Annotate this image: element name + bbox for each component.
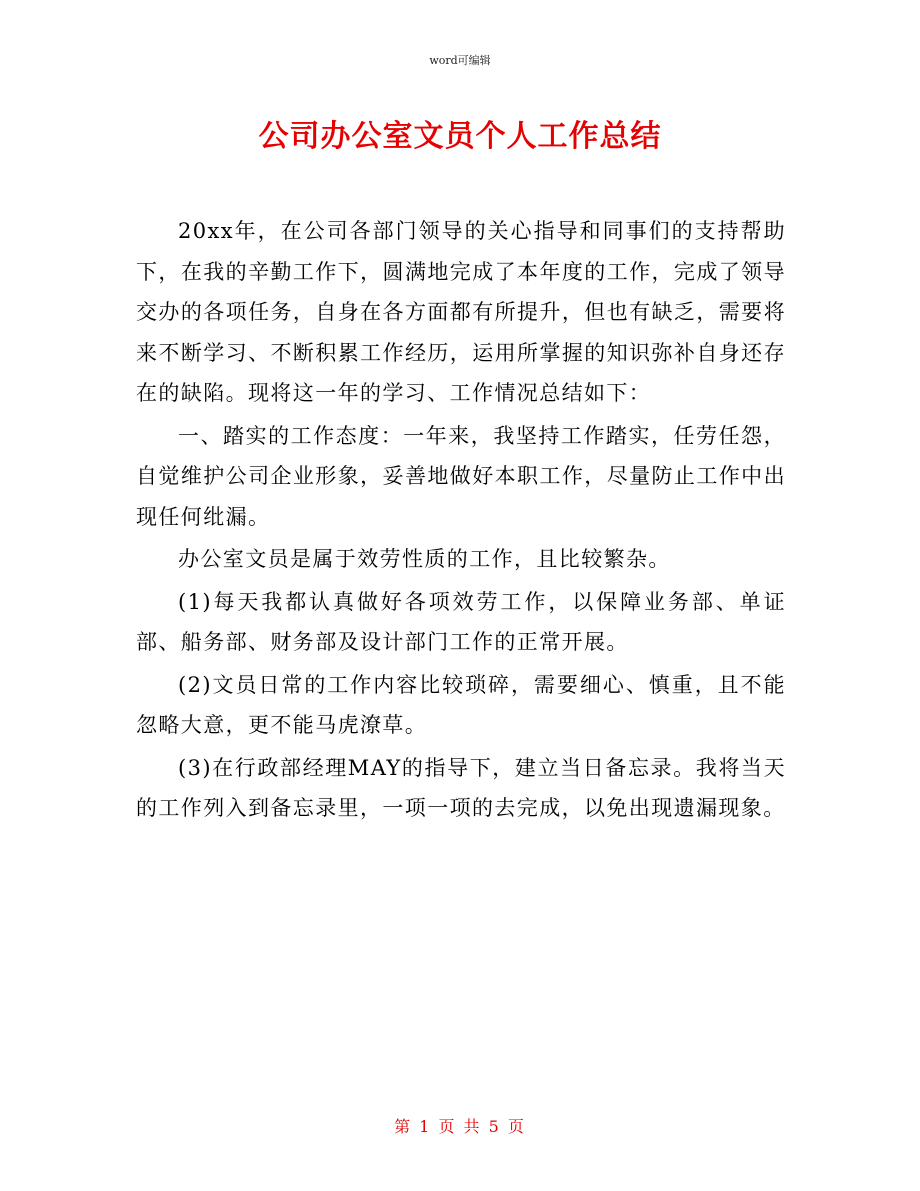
paragraph-item-3: (3)在行政部经理MAY的指导下，建立当日备忘录。我将当天的工作列入到备忘录里，一项一项的去完成，以免出现遗漏现象。	[136, 755, 786, 820]
paragraph-item-1: (1)每天我都认真做好各项效劳工作，以保障业务部、单证部、船务部、财务部及设计部门工作的正常开展。	[136, 589, 786, 654]
paragraph-work-attitude: 一、踏实的工作态度：一年来，我坚持工作踏实，任劳任怨，自觉维护公司企业形象，妥善地做好本职工作，尽量防止工作中出现任何纰漏。	[136, 423, 786, 529]
document-body	[136, 211, 786, 831]
header-note: word可编辑	[429, 54, 491, 67]
document-title: 公司办公室文员个人工作总结	[258, 119, 662, 154]
paragraph-clerk-role: 办公室文员是属于效劳性质的工作，且比较繁杂。	[178, 547, 671, 571]
page-number: 第 1 页 共 5 页	[394, 1117, 526, 1136]
paragraph-intro: 20xx年，在公司各部门领导的关心指导和同事们的支持帮助下，在我的辛勤工作下，圆满地完成了本年度的工作，完成了领导交办的各项任务，自身在各方面都有所提升，但也有缺乏，需要将来不断学习、不断积累工作经历，运用所掌握的知识弥补自身还存在的缺陷。现将这一年的学习、工作情况总结如下：	[136, 219, 786, 405]
paragraph-item-2: (2)文员日常的工作内容比较琐碎，需要细心、慎重，且不能忽略大意，更不能马虎潦草。	[136, 672, 786, 737]
